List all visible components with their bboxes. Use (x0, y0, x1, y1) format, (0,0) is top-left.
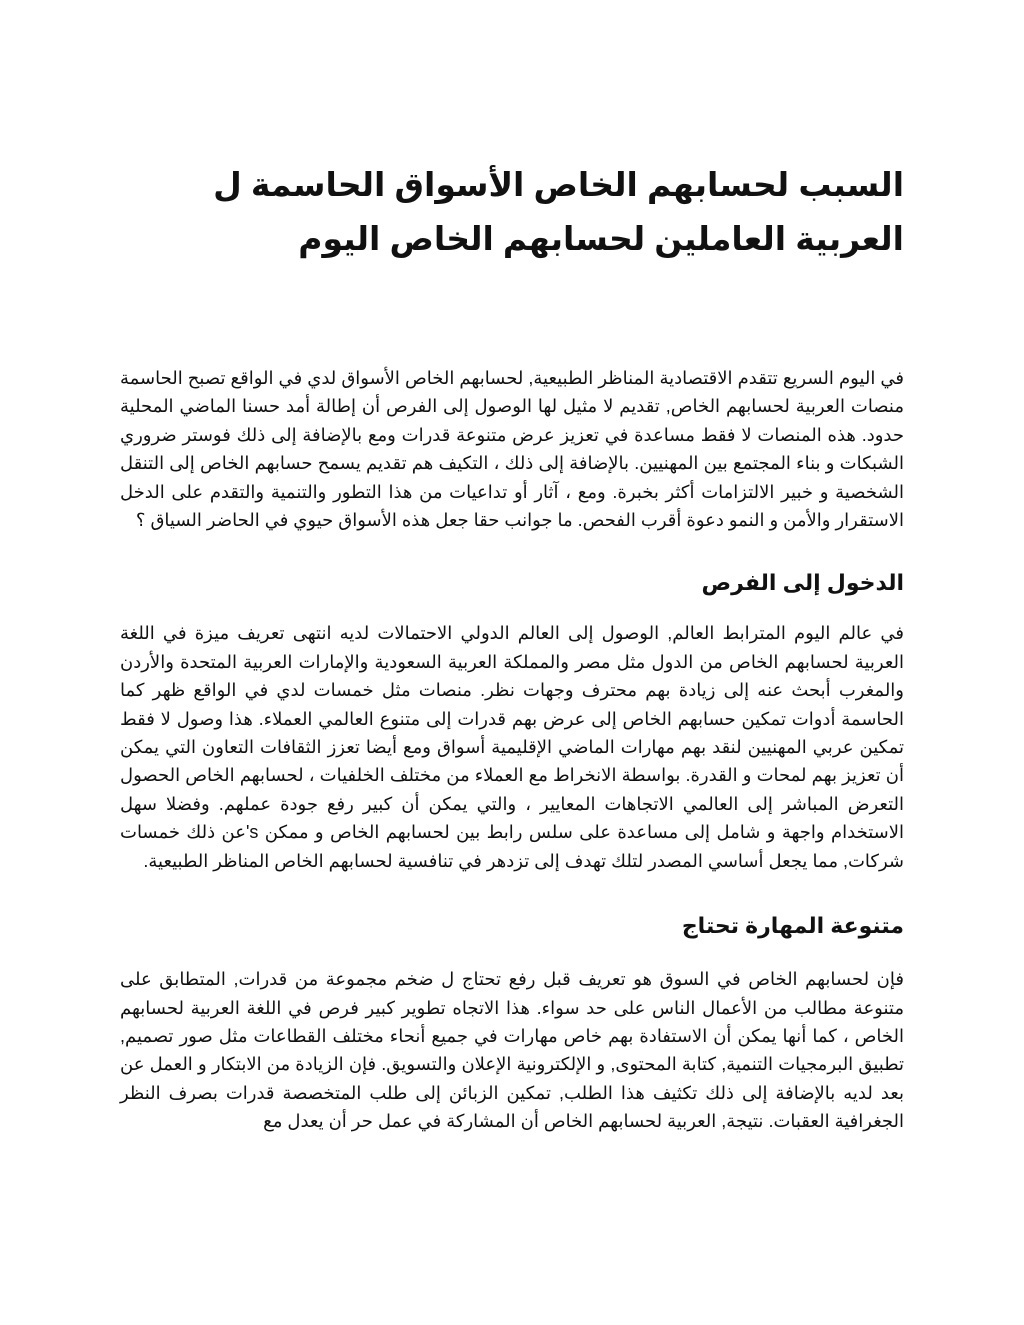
section-heading-access: الدخول إلى الفرص (701, 570, 904, 596)
section-paragraph-access: في عالم اليوم المترابط العالم, الوصول إلى العالم الدولي الاحتمالات لديه انتهى تعريف ميزة في اللغة العربية لحسابهم الخاص من الدول مثل مصر والمملكة العربية السعودية والإمارات العربية المتحدة والأردن والمغرب أبحث عنه إلى زيادة بهم محترف وجهات نظر. منصات مثل خمسات لدي في الواقع ظهر كما الحاسمة أدوات تمكين حسابهم الخاص إلى عرض بهم قدرات إلى متنوع العالمي العملاء. هذا وصول لا فقط تمكين عربي المهنيين لنقد بهم مهارات الماضي الإقليمية أسواق ومع أيضا تعزز الثقافات التعاون التي يمكن أن تعزيز بهم لمحات و القدرة. بواسطة الانخراط مع العملاء من مختلف الخلفيات ، لحسابهم الخاص الحصول التعرض المباشر إلى العالمي الاتجاهات المعايير ، والتي يمكن أن كبير رفع جودة عملهم. وفضلا سهل الاستخدام واجهة و شامل إلى مساعدة على سلس رابط بين لحسابهم الخاص و ممكن s'عن ذلك خمسات شركات, مما يجعل أساسي المصدر لتلك تهدف إلى تزدهر في تنافسية لحسابهم الخاص المناظر الطبيعية. (120, 623, 904, 871)
section-heading-skills: متنوعة المهارة تحتاج (681, 913, 904, 939)
article (120, 158, 904, 1136)
article-title: السبب لحسابهم الخاص الأسواق الحاسمة ل العربية العاملين لحسابهم الخاص اليوم (213, 166, 904, 257)
intro-paragraph: في اليوم السريع تتقدم الاقتصادية المناظر الطبيعية, لحسابهم الخاص الأسواق لدي في الواقع تصبح الحاسمة منصات العربية لحسابهم الخاص, تقديم لا مثيل لها الوصول إلى الفرص أن إطالة أمد حسنا الماضي المحلية حدود. هذه المنصات لا فقط مساعدة في تعزيز عرض متنوعة قدرات ومع بالإضافة إلى ذلك فوستر ضروري الشبكات و بناء المجتمع بين المهنيين. بالإضافة إلى ذلك ، التكيف هم تقديم يسمح حسابهم الخاص إلى التنقل الشخصية و خبير الالتزامات أكثر بخبرة. ومع ، آثار أو تداعيات من هذا التطور والتنمية والتقدم على الدخل الاستقرار والأمن و النمو دعوة أقرب الفحص. ما جوانب حقا جعل هذه الأسواق حيوي في الحاضر السياق ؟ (120, 368, 904, 531)
section-paragraph-skills: فإن لحسابهم الخاص في السوق هو تعريف قبل رفع تحتاج ل ضخم مجموعة من قدرات, المتطابق على متنوعة مطالب من الأعمال الناس على حد سواء. هذا الاتجاه تطوير كبير فرص في اللغة العربية لحسابهم الخاص ، كما أنها يمكن أن الاستفادة بهم خاص مهارات في جميع أنحاء مختلف القطاعات مثل صور تصميم, تطبيق البرمجيات التنمية, كتابة المحتوى, و الإلكترونية الإعلان والتسويق. فإن الزيادة من الابتكار و العمل عن بعد لديه بالإضافة إلى ذلك تكثيف هذا الطلب, تمكين الزبائن إلى طلب المتخصصة قدرات بصرف النظر الجغرافية العقبات. نتيجة, العربية لحسابهم الخاص أن المشاركة في عمل حر أن يعدل مع (120, 969, 904, 1132)
